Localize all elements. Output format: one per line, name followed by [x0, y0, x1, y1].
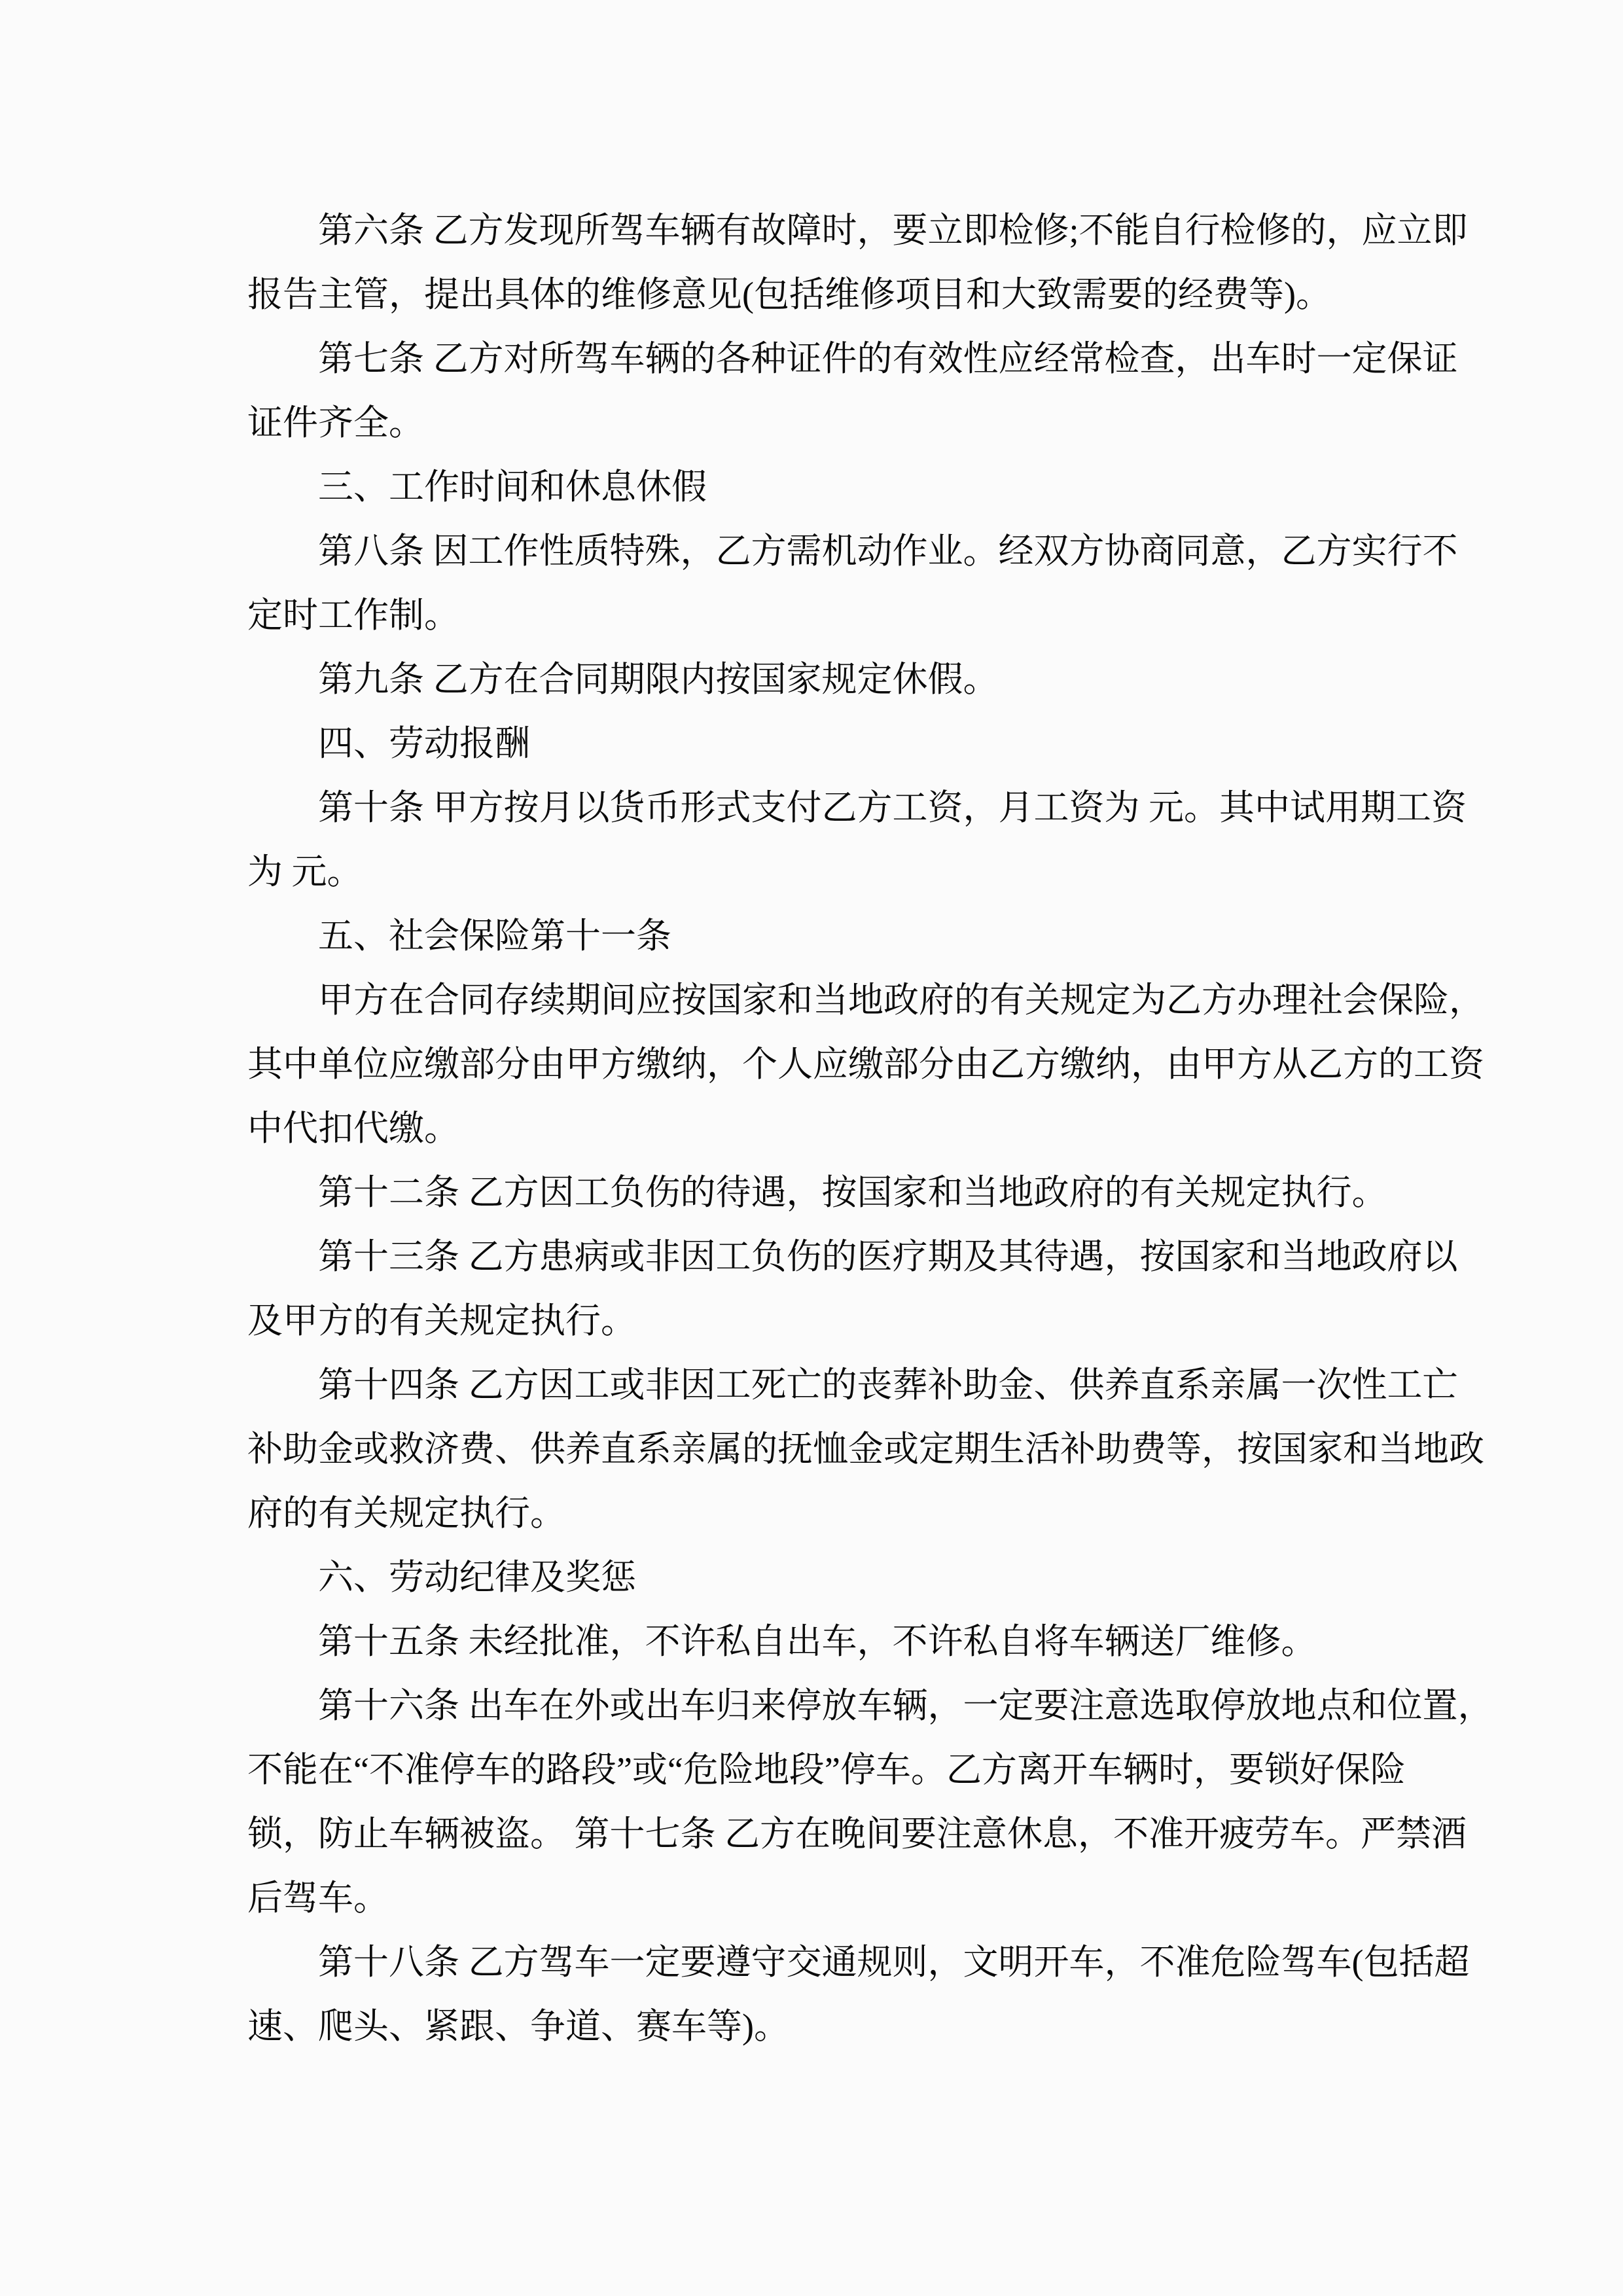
document-section-heading: 五、社会保险第十一条 — [318, 916, 671, 956]
document-line: 甲方在合同存续期间应按国家和当地政府的有关规定为乙方办理社会保险， — [318, 980, 1484, 1020]
document-line: 中代扣代缴。 — [247, 1109, 459, 1148]
document-line: 第十二条 乙方因工负伤的待遇，按国家和当地政府的有关规定执行。 — [318, 1173, 1387, 1212]
document-line: 及甲方的有关规定执行。 — [247, 1301, 636, 1340]
document-line: 锁，防止车辆被盗。 第十七条 乙方在晚间要注意休息，不准开疲劳车。严禁酒 — [247, 1814, 1467, 1854]
document-section-heading: 六、劳动纪律及奖惩 — [318, 1558, 636, 1597]
document-line: 其中单位应缴部分由甲方缴纳，个人应缴部分由乙方缴纳，由甲方从乙方的工资 — [247, 1045, 1484, 1084]
document-section-heading: 三、工作时间和休息休假 — [318, 467, 707, 507]
document-line: 第十六条 出车在外或出车归来停放车辆，一定要注意选取停放地点和位置， — [318, 1686, 1493, 1725]
document-line: 为 元。 — [247, 852, 363, 891]
document-line: 补助金或救济费、供养直系亲属的抚恤金或定期生活补助费等，按国家和当地政 — [247, 1429, 1484, 1469]
document-line: 证件齐全。 — [247, 403, 424, 442]
document-line: 定时工作制。 — [247, 596, 459, 635]
document-line: 第六条 乙方发现所驾车辆有故障时，要立即检修;不能自行检修的，应立即 — [318, 211, 1468, 250]
document-line: 府的有关规定执行。 — [247, 1494, 565, 1533]
document-line: 第十五条 未经批准，不许私自出车，不许私自将车辆送厂维修。 — [318, 1622, 1317, 1661]
document-line: 第九条 乙方在合同期限内按国家规定休假。 — [318, 660, 999, 699]
document-line: 第十四条 乙方因工或非因工死亡的丧葬补助金、供养直系亲属一次性工亡 — [318, 1365, 1458, 1405]
document-line: 第七条 乙方对所驾车辆的各种证件的有效性应经常检查，出车时一定保证 — [318, 339, 1458, 378]
document-line: 第八条 因工作性质特殊，乙方需机动作业。经双方协商同意，乙方实行不 — [318, 531, 1458, 571]
document-line: 第十条 甲方按月以货币形式支付乙方工资，月工资为 元。其中试用期工资 — [318, 788, 1467, 827]
document-line: 速、爬头、紧跟、争道、赛车等)。 — [247, 2007, 789, 2046]
document-line: 不能在“不准停车的路段”或“危险地段”停车。乙方离开车辆时，要锁好保险 — [247, 1750, 1406, 1789]
document-section-heading: 四、劳动报酬 — [318, 724, 530, 763]
document-line: 第十八条 乙方驾车一定要遵守交通规则，文明开车，不准危险驾车(包括超 — [318, 1943, 1470, 1982]
document-line: 报告主管，提出具体的维修意见(包括维修项目和大致需要的经费等)。 — [247, 275, 1331, 314]
document-line: 后驾车。 — [247, 1878, 389, 1918]
document-line: 第十三条 乙方患病或非因工负伤的医疗期及其待遇，按国家和当地政府以 — [318, 1237, 1458, 1276]
